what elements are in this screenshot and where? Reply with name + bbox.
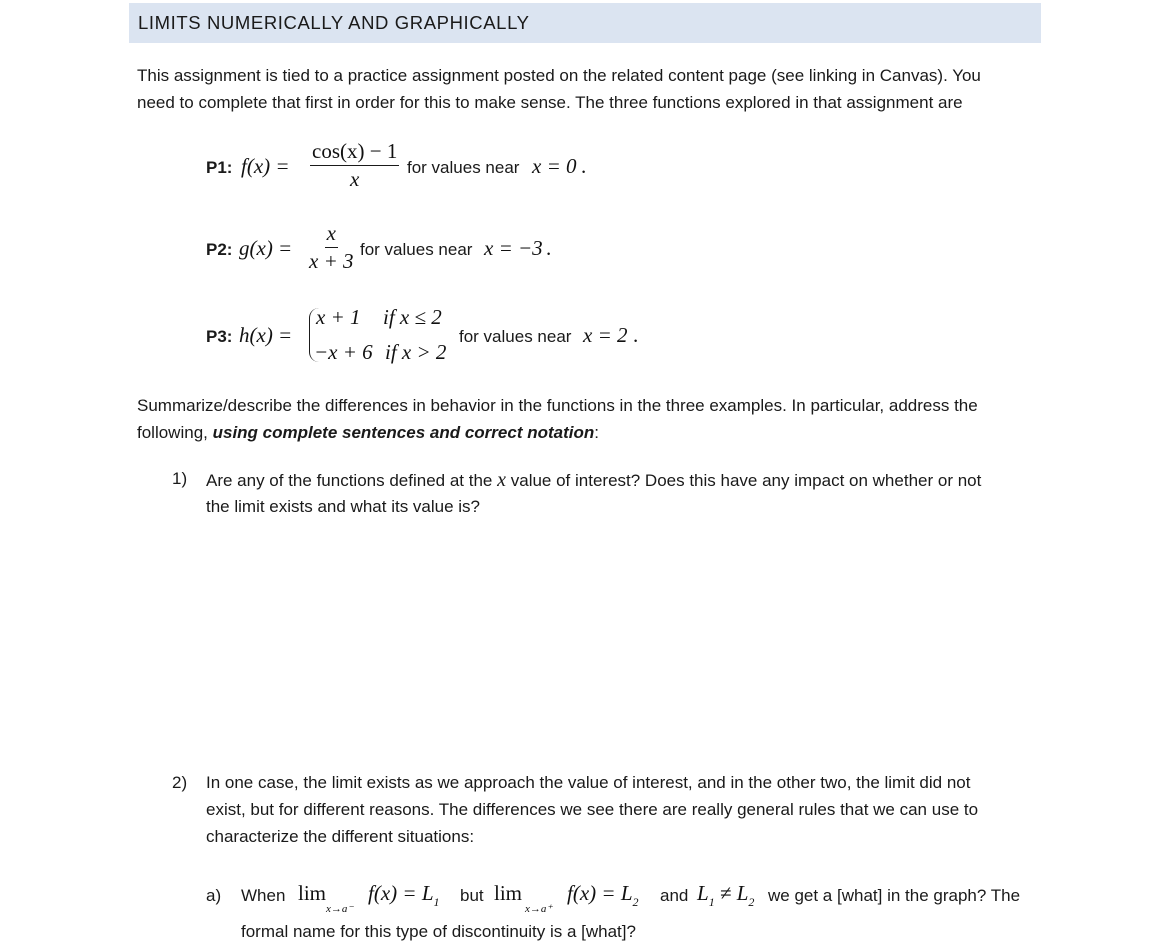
p3-case2-cond: if x > 2 [385, 340, 447, 364]
q1-line-1-end: value of interest? Does this have any impact on whether or not [510, 471, 982, 490]
intro-line-2: need to complete that first in order for this to make sense. The three functions explored in that assignment are [137, 93, 963, 112]
p2-end: . [546, 236, 552, 260]
q2a-expr-right-text: f(x) = L [567, 881, 633, 905]
q1-variable: x [497, 469, 506, 491]
q2a-neq-index-2: 2 [748, 895, 755, 909]
p2-denominator: x + 3 [309, 249, 354, 274]
p1-end: . [581, 154, 587, 178]
q2a-line-1 [206, 880, 1046, 920]
p1-denominator: x [350, 167, 360, 192]
p1-point: x = 0 [532, 154, 577, 178]
q2a-line-2: formal name for this type of discontinuity is a [what]? [241, 922, 636, 941]
q1-line-2: the limit exists and what its value is? [206, 497, 481, 516]
p3-end: . [633, 323, 639, 347]
section-title: LIMITS NUMERICALLY AND GRAPHICALLY [138, 12, 530, 33]
q2-line-1: In one case, the limit exists as we approach the value of interest, and in the other two, the limit did not [206, 773, 971, 792]
p1-numerator: cos(x) − 1 [310, 140, 399, 166]
intro-line-1: This assignment is tied to a practice assignment posted on the related content page (see linking in Canvas). You [137, 66, 981, 85]
p2-lhs: g(x) = [239, 236, 293, 260]
q2a-tail: we get a [what] in the graph? The [768, 886, 1021, 905]
p3-near-text: for values near [459, 327, 572, 346]
q2a-letter: a) [206, 886, 222, 905]
q1-number: 1) [172, 469, 188, 488]
p2-fraction [307, 222, 356, 273]
q2a-neq-symbol: ≠ [719, 881, 732, 905]
q1-line-1-start: Are any of the functions defined at the [206, 471, 493, 490]
q2a-l2-index: 2 [632, 895, 639, 909]
p3-case1-cond: if x ≤ 2 [383, 305, 442, 329]
summary-line-1: Summarize/describe the differences in behavior in the functions in the three examples. In particular, address the [137, 396, 978, 415]
q2a-lim-left-sub: x→a⁻ [326, 903, 354, 915]
q2a-lim-right: lim [494, 881, 523, 905]
summary-emphasis: using complete sentences and correct notation [212, 423, 595, 442]
p2-label: P2: [206, 240, 233, 259]
q1-line-1 [206, 469, 981, 492]
p1-near-text: for values near [407, 158, 520, 177]
q2a-l1-index: 1 [433, 895, 440, 909]
p3-lhs: h(x) = [239, 323, 293, 347]
q2-line-2: exist, but for different reasons. The differences we see there are really general rules that we can use to [206, 800, 979, 819]
q2a-lim-left: lim [298, 881, 327, 905]
q2a-expr-left [368, 881, 440, 910]
p3-label: P3: [206, 327, 233, 346]
p1-lhs: f(x) = [241, 154, 290, 178]
q2-line-3: characterize the different situations: [206, 827, 475, 846]
summary-line-2 [137, 423, 599, 443]
p2-point: x = −3 [484, 236, 543, 260]
q2a-lim-right-sub: x→a⁺ [525, 903, 553, 915]
p1-fraction [310, 140, 399, 191]
summary-colon: : [594, 423, 599, 442]
q2a-expr-right [567, 881, 639, 910]
p3-point: x = 2 [583, 323, 628, 347]
p2-numerator: x [325, 222, 338, 248]
q2a-neq [697, 881, 754, 910]
p2-near-text: for values near [360, 240, 473, 259]
summary-line-2-start: following, [137, 423, 208, 442]
section-header [129, 3, 1041, 43]
q2a-when: When [241, 886, 286, 905]
q2a-neq-left: L [697, 881, 709, 905]
q2a-expr-left-text: f(x) = L [368, 881, 434, 905]
p3-case1-expr: x + 1 [316, 305, 361, 329]
q2a-neq-index-1: 1 [708, 895, 715, 909]
p1-label: P1: [206, 158, 233, 177]
q2a-and: and [660, 886, 689, 905]
q2-number: 2) [172, 773, 188, 792]
q2a-neq-right: L [736, 881, 749, 905]
p3-case2-expr: −x + 6 [314, 340, 373, 364]
q2a-but: but [460, 886, 484, 905]
